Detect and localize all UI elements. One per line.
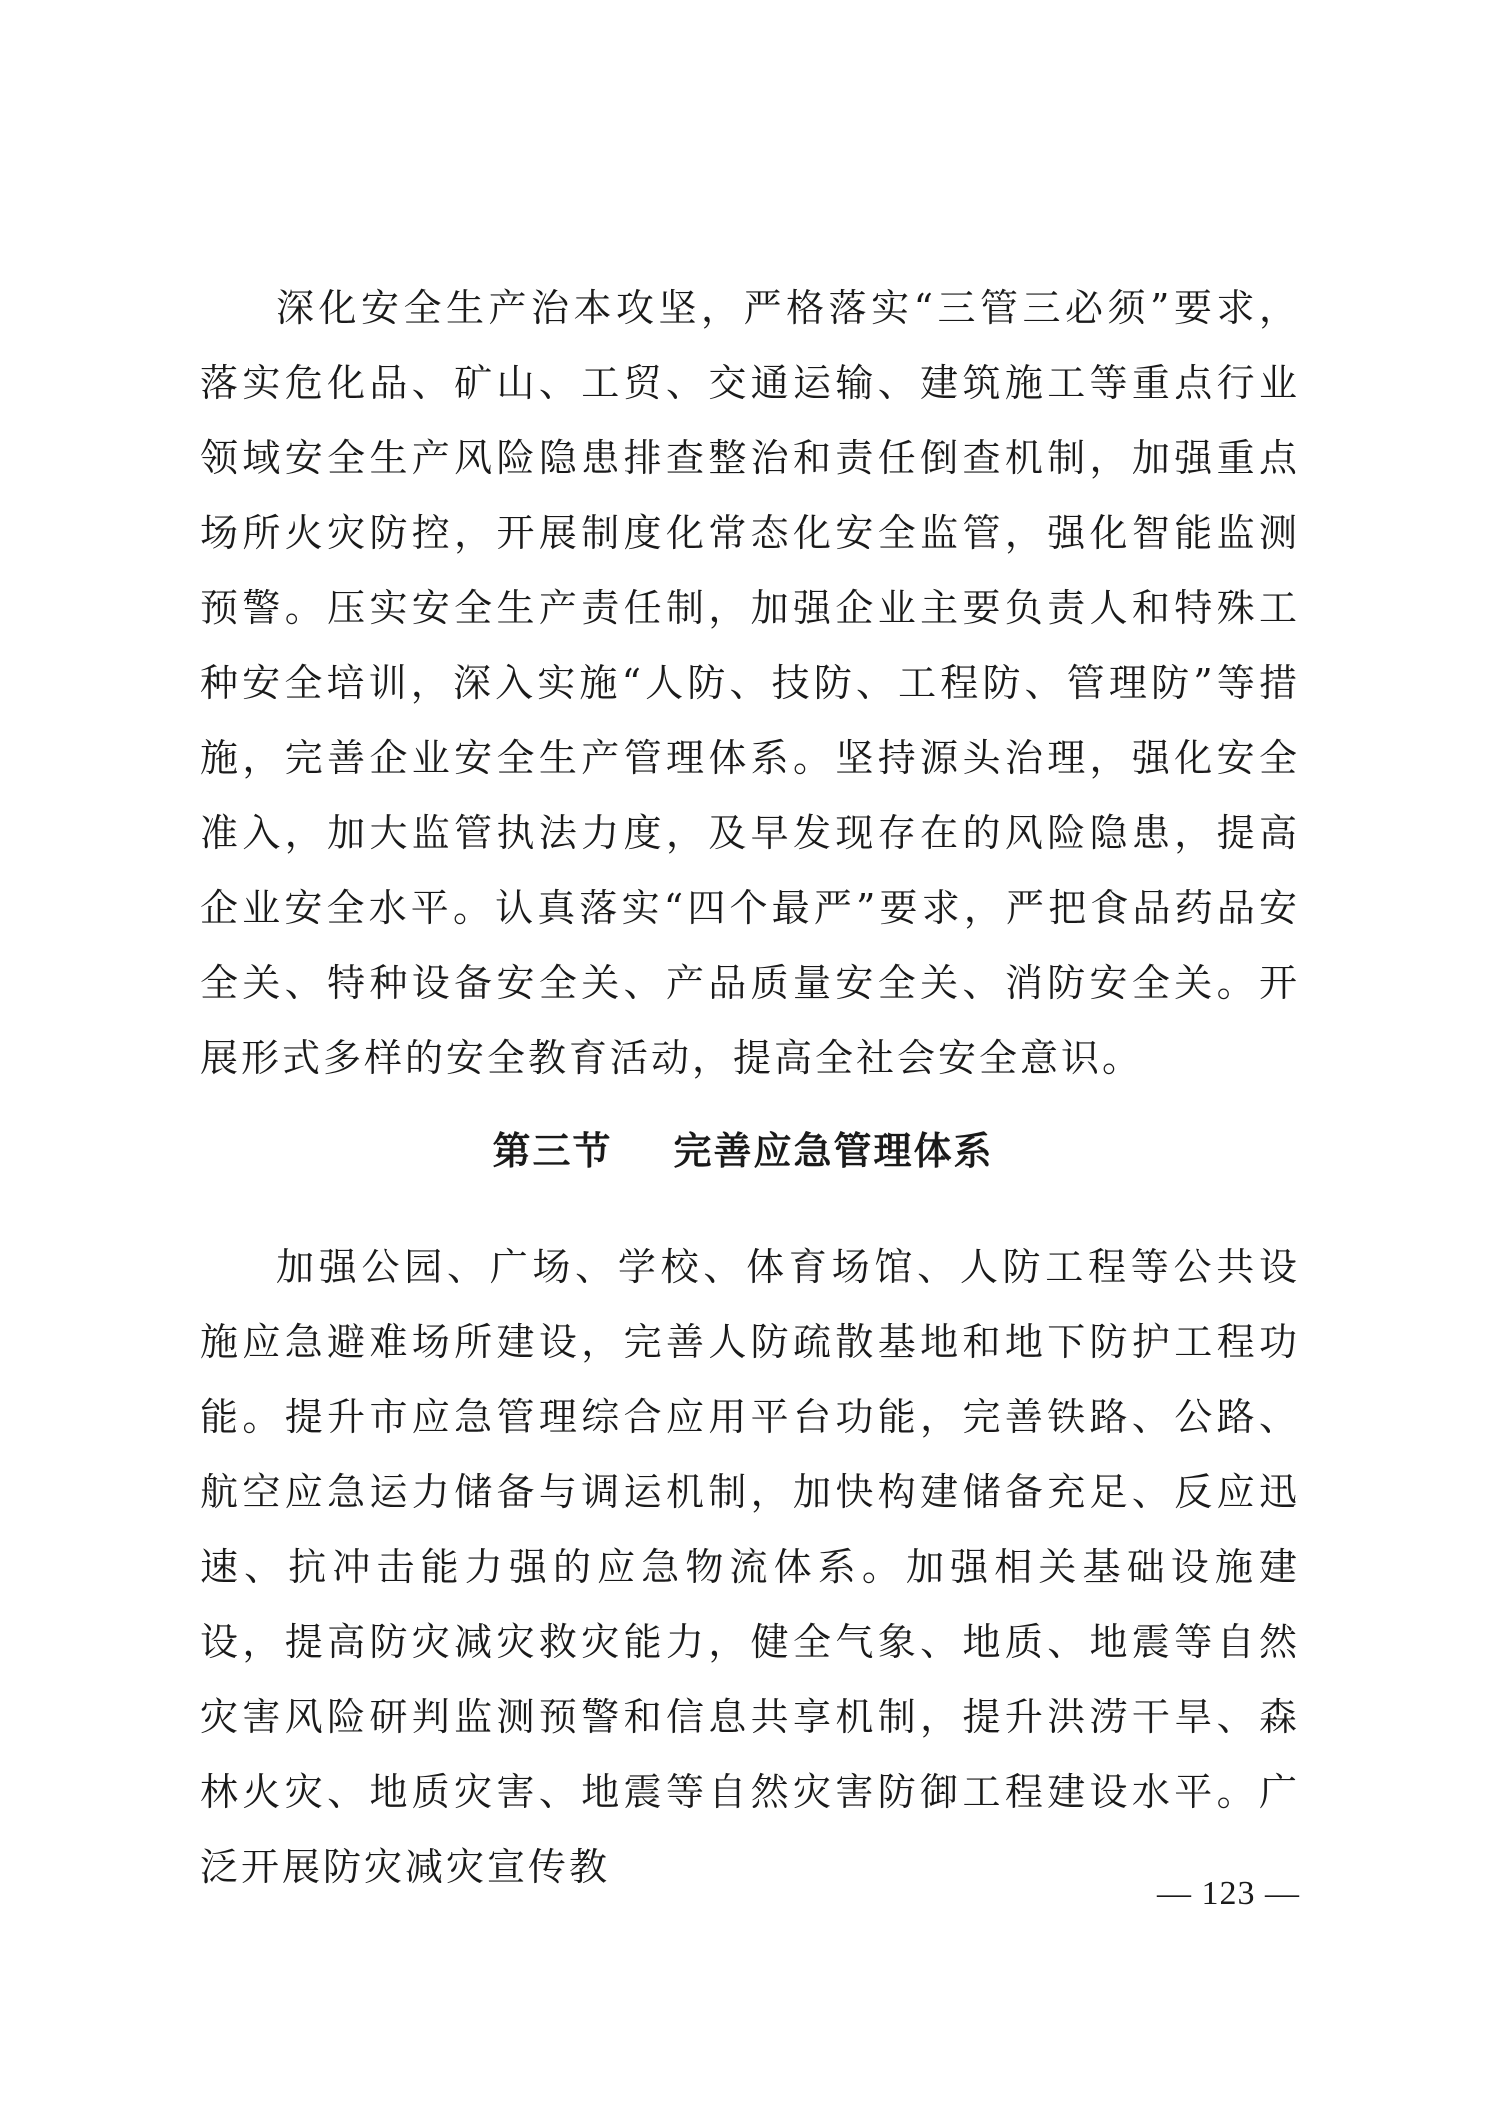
body-paragraph-emergency-management (200, 1230, 1300, 1905)
paragraph-text: 加强公园、广场、学校、体育场馆、人防工程等公共设施应急避难场所建设，完善人防疏散基地和地下防护工程功能。提升市应急管理综合应用平台功能，完善铁路、公路、航空应急运力储备与调运机制，加快构建储备充足、反应迅速、抗冲击能力强的应急物流体系。加强相关基础设施建设，提高防灾减灾救灾能力，健全气象、地质、地震等自然灾害风险研判监测预警和信息共享机制，提升洪涝干旱、森林火灾、地质灾害、地震等自然灾害防御工程建设水平。广泛开展防灾减灾宣传教 (200, 1245, 1300, 1889)
body-paragraph-safety-production (200, 271, 1300, 1096)
section-heading: 第三节 完善应急管理体系 (492, 1129, 994, 1173)
page-number: — 123 — (1157, 1875, 1300, 1912)
paragraph-text: 深化安全生产治本攻坚，严格落实“三管三必须”要求，落实危化品、矿山、工贸、交通运输、建筑施工等重点行业领域安全生产风险隐患排查整治和责任倒查机制，加强重点场所火灾防控，开展制度化常态化安全监管，强化智能监测预警。压实安全生产责任制，加强企业主要负责人和特殊工种安全培训，深入实施“人防、技防、工程防、管理防”等措施，完善企业安全生产管理体系。坚持源头治理，强化安全准入，加大监管执法力度，及早发现存在的风险隐患，提高企业安全水平。认真落实“四个最严”要求，严把食品药品安全关、特种设备安全关、产品质量安全关、消防安全关。开展形式多样的安全教育活动，提高全社会安全意识。 (200, 286, 1300, 1080)
